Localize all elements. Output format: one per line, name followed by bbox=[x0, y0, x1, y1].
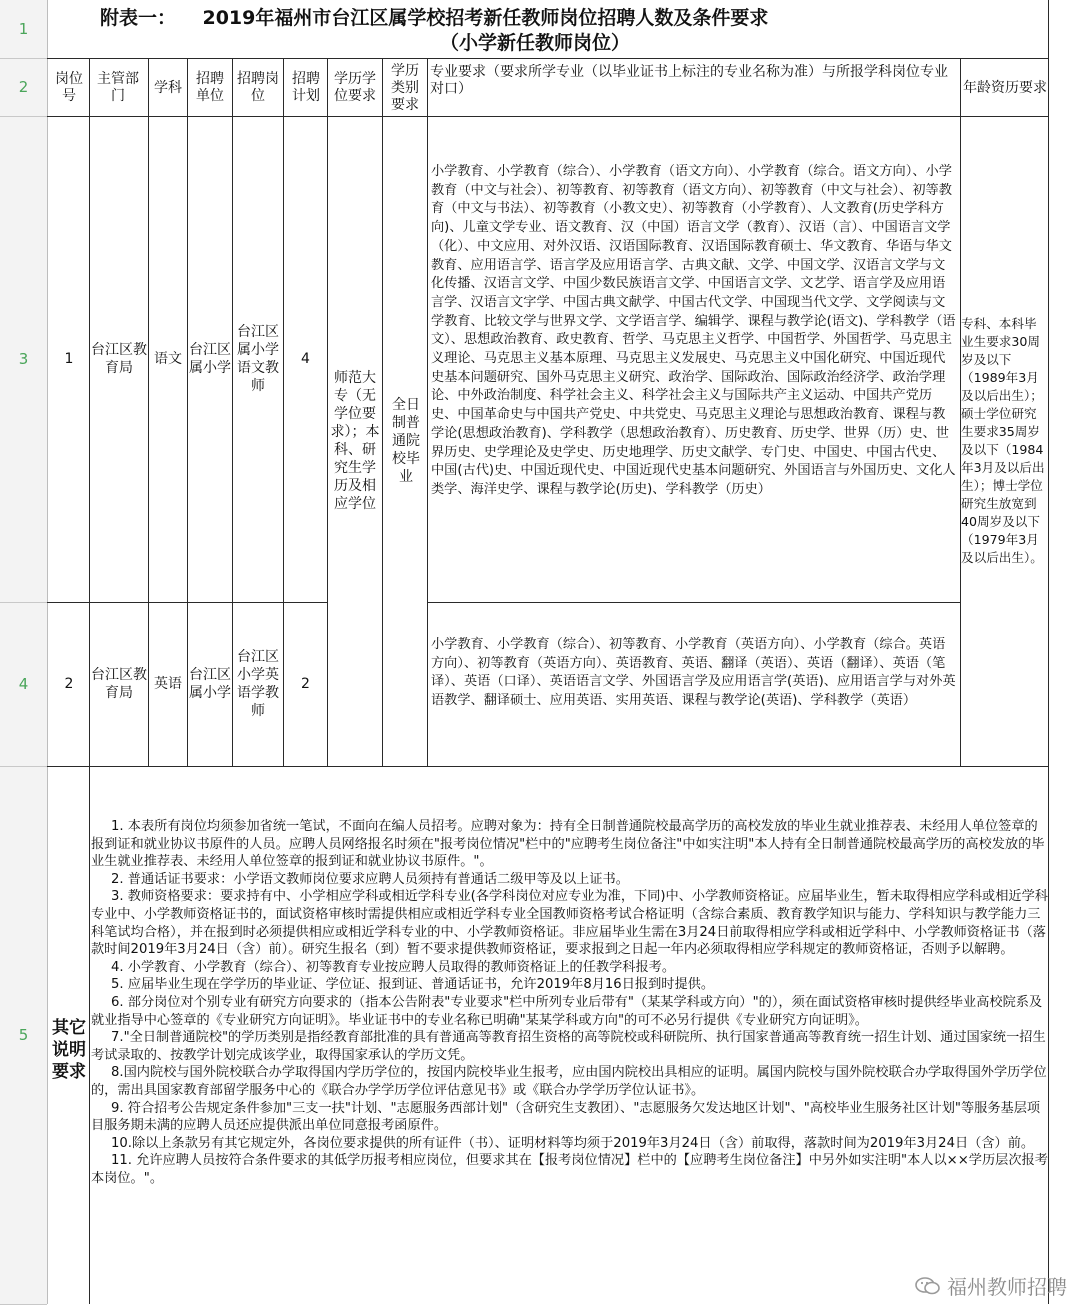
row-number[interactable]: 4 bbox=[0, 602, 47, 767]
cell-dept: 台江区教育局 bbox=[91, 667, 147, 701]
row-number[interactable]: 1 bbox=[0, 0, 47, 59]
cell-plan: 2 bbox=[301, 676, 310, 692]
header-degree: 学历学位要求 bbox=[334, 71, 376, 104]
grid-line bbox=[428, 602, 960, 603]
cell-dept: 台江区教育局 bbox=[91, 342, 147, 376]
title-prefix: 附表一： bbox=[100, 7, 177, 29]
watermark bbox=[915, 1271, 1067, 1300]
header-position-no: 岗位号 bbox=[55, 71, 83, 104]
header-unit: 招聘单位 bbox=[196, 71, 224, 104]
grid-line bbox=[47, 766, 1049, 767]
header-major: 专业要求（要求所学专业（以毕业证书上标注的专业名称为准）与所报学科岗位专业对口） bbox=[430, 64, 948, 97]
row-number[interactable]: 2 bbox=[0, 58, 47, 117]
header-age: 年龄资历要求 bbox=[963, 79, 1047, 96]
cell-position-no: 2 bbox=[64, 676, 74, 692]
cell-unit: 台江区属小学 bbox=[189, 667, 231, 701]
table-subtitle: （小学新任教师岗位） bbox=[440, 32, 631, 54]
notes-list bbox=[91, 818, 1049, 1187]
note-item: 6. 部分岗位对个别专业有研究方向要求的（指本公告附表"专业要求"栏中所列专业后带有"（某某学科或方向）"的），须在面试资格审核时提供经毕业高校院系及就业指导中心签章的《专业研究方向证明》。毕业证书中的专业名称已明确"某某学科或方向"的可不必另行提供《专业研究方向证明》。 bbox=[91, 994, 1043, 1028]
cell-post: 台江区小学英语学教师 bbox=[237, 649, 279, 719]
header-edu-type: 学历类别要求 bbox=[391, 62, 419, 113]
header-dept: 主管部门 bbox=[97, 71, 139, 104]
grid-line bbox=[47, 116, 1049, 117]
header-subject: 学科 bbox=[154, 79, 182, 96]
grid-line bbox=[232, 58, 233, 766]
cell-age-req: 专科、本科毕业生要求30周岁及以下（1989年3月及以后出生）；硕士学位研究生要求35周岁及以下（1984年3月及以后出生）；博士学位研究生放宽到40周岁及以下（1979年3月及以后出生）。 bbox=[961, 316, 1045, 565]
row-number[interactable]: 5 bbox=[0, 766, 47, 1305]
grid-line bbox=[283, 58, 284, 766]
grid-line bbox=[89, 58, 90, 1304]
note-item: 11. 允许应聘人员按符合条件要求的其低学历报考相应岗位，但要求其在【报考岗位情况】栏中的【应聘考生岗位备注】中另外如实注明"本人以××学历层次报考本岗位。"。 bbox=[91, 1153, 1048, 1186]
wechat-icon bbox=[915, 1276, 941, 1296]
note-item: 1. 本表所有岗位均须参加省统一笔试，不面向在编人员招考。应聘对象为：持有全日制普通院校最高学历的高校发放的毕业生就业推荐表、未经用人单位签章的报到证和就业协议书原件的人员。应聘人员网络报名时须在"报考岗位情况"栏中的"应聘考生岗位备注"中如实注明"本人持有全日制普通院校最高学历的高校发放的毕业生就业推荐表、未经用人单位签章的报到证和就业协议书原件。"。 bbox=[91, 819, 1045, 870]
notes-label: 其它说明要求 bbox=[52, 1018, 86, 1082]
cell-post: 台江区属小学语文教师 bbox=[237, 324, 279, 394]
note-item: 4. 小学教育、小学教育（综合）、初等教育专业按应聘人员取得的教师资格证上的任教学科报考。 bbox=[111, 959, 676, 975]
title-main: 2019年福州市台江区属学校招考新任教师岗位招聘人数及条件要求 bbox=[202, 7, 769, 29]
cell-majors: 小学教育、小学教育（综合）、小学教育（语文方向）、小学教育（综合。语文方向）、小学教育（中文与社会）、初等教育、初等教育（语文方向）、初等教育（中文与社会）、初等教育（中文与书法）、初等教育（小教文史）、初等教育（小学教育）、人文教育(历史学科方向)、儿童文学专业、语文教育、汉（中国）语言文学（教育）、汉语（言）、中国语言文学（化）、中文应用、对外汉语、汉语国际教育、汉语国际教育硕士、华文教育、华语与华文教育、应用语言学、语言学及应用语言学、古典文献、文学、中国文学、汉语言文学与文化传播、汉语言文学、中国少数民族语言文学、中国语言文学、文艺学、语言学及应用语言学、汉语言文字学、中国古典文献学、中国古代文学、中国现当代文学、文学阅读与文学教育、比较文学与世界文学、文学语言学、编辑学、课程与教学论(语文)、学科教学（语文）、思想政治教育、政史教育、哲学、马克思主义哲学、中国哲学、外国哲学、马克思主义理论、马克思主义基本原理、马克思主义发展史、马克思主义中国化研究、中国近现代史基本问题研究、国外马克思主义研究、政治学、国际政治、国际政治经济学、政治学理论、中外政治制度、科学社会主义、科学社会主义与国际共产主义运动、中国共产党历史、中国革命史与中国共产党史、中共党史、马克思主义理论与思想政治教育、课程与教学论(思想政治教育)、学科教学（思想政治教育）、历史教育、历史学、世界（历）史、世界历史、史学理论及史学史、历史地理学、历史文献学、专门史、中国史、中国古代史、中国(古代)史、中国近现代史、中国近现代史基本问题研究、外国语言与外国历史、文化人类学、海洋史学、课程与教学论(历史)、学科教学（历史） bbox=[431, 164, 956, 497]
note-item: 2. 普通话证书要求：小学语文教师岗位要求应聘人员须持有普通话二级甲等及以上证书。 bbox=[111, 871, 629, 887]
grid-line bbox=[187, 58, 188, 766]
note-item: 5. 应届毕业生现在学学历的毕业证、学位证、报到证、普通话证书，允许2019年8月16日报到时提供。 bbox=[111, 977, 715, 993]
header-post: 招聘岗位 bbox=[237, 71, 279, 104]
cell-edu-type-req: 全日制普通院校毕业 bbox=[392, 397, 420, 485]
row-number[interactable]: 3 bbox=[0, 116, 47, 603]
cell-majors: 小学教育、小学教育（综合）、初等教育、小学教育（英语方向）、小学教育（综合。英语方向）、初等教育（英语方向）、英语教育、英语、翻译（英语）、英语（翻译）、英语（笔译）、英语（口译）、英语语言文学、外国语言学及应用语言学(英语)、应用语言学与对外英语教学、翻译硕士、应用英语、实用英语、课程与教学论(英语)、学科教学（英语） bbox=[431, 637, 956, 709]
note-item: 9. 符合招考公告规定条件参加"三支一扶"计划、"志愿服务西部计划"（含研究生支教团）、"志愿服务欠发达地区计划"、"高校毕业生服务社区计划"等服务基层项目服务期未满的应聘人员还应提供派出单位同意报考函原件。 bbox=[91, 1100, 1041, 1134]
cell-plan: 4 bbox=[301, 351, 310, 367]
cell-subject: 语文 bbox=[154, 351, 182, 367]
row-header-column bbox=[0, 0, 48, 1304]
grid-line bbox=[327, 58, 328, 766]
note-item: 3. 教师资格要求：要求持有中、小学相应学科或相近学科专业(各学科岗位对应专业为准，下同)中、小学教师资格证。应届毕业生，暂未取得相应学科或相近学科专业中、小学教师资格证书的，面试资格审核时需提供相应或相近学科专业全国教师资格考试合格证明（含综合素质、教育教学知识与能力、学科知识与教学能力三科笔试均合格），并在报到时必须提供相应或相近学科专业的中、小学教师资格证。非应届毕业生需在3月24日前取得相应学科或相近学科中、小学教师资格证书（落款时间2019年3月24日（含）前）。研究生报名（到）暂不要求提供教师资格证，要求报到之日起一年内必须取得相应学科规定的教师资格证，否则予以解聘。 bbox=[91, 889, 1048, 958]
table-title bbox=[100, 6, 1000, 30]
note-item: 7."全日制普通院校"的学历类别是指经教育部批准的具有普通高等教育招生资格的高等院校或科研院所、执行国家普通高等教育统一招生计划、通过国家统一招生考试录取的、按教学计划完成该学业，取得国家承认的学历文凭。 bbox=[91, 1030, 1046, 1063]
note-item: 10.除以上条款另有其它规定外，各岗位要求提供的所有证件（书）、证明材料等均须于2019年3月24日（含）前取得，落款时间为2019年3月24日（含）前。 bbox=[111, 1135, 1035, 1151]
cell-unit: 台江区属小学 bbox=[189, 342, 231, 376]
cell-degree-req: 师范大专（无学位要求）；本科、研究生学历及相应学位 bbox=[330, 370, 380, 512]
note-item: 8.国内院校与国外院校联合办学取得国内学历学位的，按国内院校毕业生报考，应由国内院校出具相应的证明。属国内院校与国外院校联合办学取得国外学历学位的，需出具国家教育部留学服务中心的《联合办学学历学位评估意见书》或《联合办学学历学位认证书》。 bbox=[91, 1065, 1047, 1098]
grid-line bbox=[47, 58, 1049, 59]
watermark-text: 福州教师招聘 bbox=[947, 1275, 1067, 1299]
grid-line bbox=[382, 58, 383, 766]
cell-subject: 英语 bbox=[154, 676, 182, 692]
header-plan: 招聘计划 bbox=[292, 71, 320, 104]
grid-line bbox=[148, 58, 149, 766]
cell-position-no: 1 bbox=[64, 351, 74, 367]
